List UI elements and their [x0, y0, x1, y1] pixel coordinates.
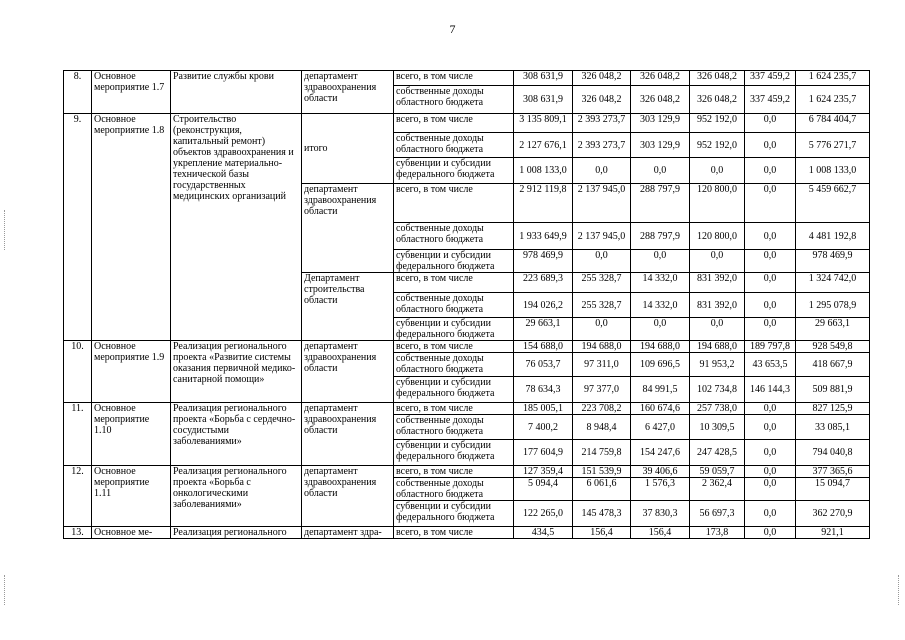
value-2022: 2 362,4 [690, 478, 745, 501]
value-2022: 326 048,2 [690, 71, 745, 86]
value-2020: 156,4 [573, 527, 631, 539]
executor: департамент здравоохранения области [302, 341, 394, 403]
value-2019: 76 053,7 [514, 353, 573, 377]
value-2019: 122 265,0 [514, 501, 573, 527]
value-2021: 326 048,2 [631, 71, 690, 86]
value-2019: 1 933 649,9 [514, 223, 573, 250]
measure-name: Основное мероприятие 1.11 [92, 466, 171, 527]
value-2023: 0,0 [745, 478, 796, 501]
measure-name: Основное ме- [92, 527, 171, 539]
value-2021: 303 129,9 [631, 114, 690, 133]
value-2019: 5 094,4 [514, 478, 573, 501]
value-total: 6 784 404,7 [796, 114, 870, 133]
value-total: 1 295 078,9 [796, 293, 870, 318]
executor: департамент здравоохранения области [302, 403, 394, 466]
value-2019: 434,5 [514, 527, 573, 539]
value-total: 5 776 271,7 [796, 133, 870, 158]
value-2020: 326 048,2 [573, 71, 631, 86]
value-2023: 0,0 [745, 223, 796, 250]
funding-source: всего, в том числе [394, 273, 514, 293]
value-total: 827 125,9 [796, 403, 870, 415]
value-2019: 78 634,3 [514, 377, 573, 403]
value-2019: 2 912 119,8 [514, 184, 573, 223]
value-2019: 177 604,9 [514, 440, 573, 466]
row-number: 12. [64, 466, 92, 527]
value-2020: 2 137 945,0 [573, 223, 631, 250]
value-2019: 127 359,4 [514, 466, 573, 478]
funding-source: субвенции и субсидии федерального бюджета [394, 250, 514, 273]
value-total: 33 085,1 [796, 415, 870, 440]
measure-description: Развитие службы крови [171, 71, 302, 114]
value-2021: 154 247,6 [631, 440, 690, 466]
value-2023: 0,0 [745, 501, 796, 527]
value-2020: 255 328,7 [573, 273, 631, 293]
value-2021: 326 048,2 [631, 86, 690, 114]
value-2023: 0,0 [745, 318, 796, 341]
row-number: 9. [64, 114, 92, 341]
value-2019: 223 689,3 [514, 273, 573, 293]
funding-source: собственные доходы областного бюджета [394, 293, 514, 318]
value-2020: 255 328,7 [573, 293, 631, 318]
value-total: 29 663,1 [796, 318, 870, 341]
executor: департамент здра- [302, 527, 394, 539]
value-total: 4 481 192,8 [796, 223, 870, 250]
funding-source: всего, в том числе [394, 71, 514, 86]
value-2021: 6 427,0 [631, 415, 690, 440]
value-2021: 156,4 [631, 527, 690, 539]
funding-source: собственные доходы областного бюджета [394, 223, 514, 250]
value-total: 1 624 235,7 [796, 71, 870, 86]
value-2019: 2 127 676,1 [514, 133, 573, 158]
funding-source: всего, в том числе [394, 466, 514, 478]
value-2021: 37 830,3 [631, 501, 690, 527]
value-2023: 43 653,5 [745, 353, 796, 377]
funding-source: всего, в том числе [394, 403, 514, 415]
value-2019: 3 135 809,1 [514, 114, 573, 133]
budget-table [63, 70, 870, 539]
funding-source: собственные доходы областного бюджета [394, 133, 514, 158]
value-2023: 0,0 [745, 114, 796, 133]
value-2021: 194 688,0 [631, 341, 690, 353]
funding-source: всего, в том числе [394, 527, 514, 539]
value-2023: 0,0 [745, 158, 796, 184]
value-2022: 120 800,0 [690, 184, 745, 223]
value-2021: 14 332,0 [631, 273, 690, 293]
value-total: 15 094,7 [796, 478, 870, 501]
executor: департамент здравоохранения области [302, 184, 394, 273]
value-2023: 146 144,3 [745, 377, 796, 403]
table-row [64, 466, 870, 478]
value-2022: 120 800,0 [690, 223, 745, 250]
value-2022: 194 688,0 [690, 341, 745, 353]
funding-source: всего, в том числе [394, 341, 514, 353]
executor: Департамент строительства области [302, 273, 394, 341]
measure-description: Реализация регионального проекта «Борьба с онкологическими заболеваниями» [171, 466, 302, 527]
funding-source: субвенции и субсидии федерального бюджета [394, 158, 514, 184]
value-2022: 831 392,0 [690, 273, 745, 293]
measure-description: Реализация регионального проекта «Борьба с сердечно-сосудистыми заболеваниями» [171, 403, 302, 466]
value-2023: 337 459,2 [745, 71, 796, 86]
value-2019: 185 005,1 [514, 403, 573, 415]
value-total: 362 270,9 [796, 501, 870, 527]
value-2023: 0,0 [745, 250, 796, 273]
value-2023: 0,0 [745, 273, 796, 293]
value-2020: 6 061,6 [573, 478, 631, 501]
value-2020: 326 048,2 [573, 86, 631, 114]
table-row [64, 114, 870, 133]
value-2022: 831 392,0 [690, 293, 745, 318]
table-row [64, 403, 870, 415]
value-total: 794 040,8 [796, 440, 870, 466]
value-2022: 91 953,2 [690, 353, 745, 377]
funding-source: субвенции и субсидии федерального бюджета [394, 377, 514, 403]
value-2022: 257 738,0 [690, 403, 745, 415]
value-2021: 0,0 [631, 158, 690, 184]
value-2020: 2 137 945,0 [573, 184, 631, 223]
measure-name: Основное мероприятие 1.8 [92, 114, 171, 341]
executor: департамент здравоохранения области [302, 466, 394, 527]
value-total: 1 008 133,0 [796, 158, 870, 184]
value-2019: 978 469,9 [514, 250, 573, 273]
value-2021: 288 797,9 [631, 184, 690, 223]
value-2022: 59 059,7 [690, 466, 745, 478]
row-number: 10. [64, 341, 92, 403]
value-2023: 189 797,8 [745, 341, 796, 353]
value-2022: 10 309,5 [690, 415, 745, 440]
value-2021: 109 696,5 [631, 353, 690, 377]
value-2022: 0,0 [690, 158, 745, 184]
value-2021: 303 129,9 [631, 133, 690, 158]
measure-name: Основное мероприятие 1.10 [92, 403, 171, 466]
value-2020: 145 478,3 [573, 501, 631, 527]
funding-source: субвенции и субсидии федерального бюджета [394, 501, 514, 527]
measure-description: Строительство (реконструкция, капитальный ремонт) объектов здравоохранения и укрепление материально-технической базы государственных медицинских организаций [171, 114, 302, 341]
value-2023: 0,0 [745, 293, 796, 318]
funding-source: собственные доходы областного бюджета [394, 415, 514, 440]
value-total: 5 459 662,7 [796, 184, 870, 223]
value-2021: 1 576,3 [631, 478, 690, 501]
value-2020: 97 377,0 [573, 377, 631, 403]
measure-description: Реализация регионального проекта «Развитие системы оказания первичной медико-санитарной помощи» [171, 341, 302, 403]
value-2022: 102 734,8 [690, 377, 745, 403]
value-2020: 8 948,4 [573, 415, 631, 440]
value-2023: 0,0 [745, 440, 796, 466]
value-2019: 308 631,9 [514, 86, 573, 114]
scan-edge-right-bottom [898, 575, 899, 605]
value-total: 978 469,9 [796, 250, 870, 273]
value-total: 418 667,9 [796, 353, 870, 377]
value-2021: 288 797,9 [631, 223, 690, 250]
executor: департамент здравоохранения области [302, 71, 394, 114]
row-number: 8. [64, 71, 92, 114]
value-2022: 247 428,5 [690, 440, 745, 466]
value-2023: 0,0 [745, 415, 796, 440]
value-2021: 0,0 [631, 250, 690, 273]
funding-source: всего, в том числе [394, 114, 514, 133]
value-2022: 952 192,0 [690, 133, 745, 158]
row-number: 13. [64, 527, 92, 539]
table-row [64, 71, 870, 86]
table-row [64, 341, 870, 353]
value-2020: 97 311,0 [573, 353, 631, 377]
measure-description: Реализация регионального [171, 527, 302, 539]
value-2020: 223 708,2 [573, 403, 631, 415]
value-total: 1 324 742,0 [796, 273, 870, 293]
value-total: 921,1 [796, 527, 870, 539]
value-total: 377 365,6 [796, 466, 870, 478]
value-2023: 337 459,2 [745, 86, 796, 114]
value-2019: 154 688,0 [514, 341, 573, 353]
value-total: 509 881,9 [796, 377, 870, 403]
value-2020: 214 759,8 [573, 440, 631, 466]
scan-edge-left-bottom [4, 575, 5, 605]
value-2022: 326 048,2 [690, 86, 745, 114]
row-number: 11. [64, 403, 92, 466]
value-2019: 7 400,2 [514, 415, 573, 440]
value-total: 1 624 235,7 [796, 86, 870, 114]
page-number: 7 [449, 22, 456, 36]
value-2020: 2 393 273,7 [573, 114, 631, 133]
value-2023: 0,0 [745, 403, 796, 415]
value-2022: 0,0 [690, 250, 745, 273]
funding-source: субвенции и субсидии федерального бюджета [394, 318, 514, 341]
value-2019: 29 663,1 [514, 318, 573, 341]
value-2022: 173,8 [690, 527, 745, 539]
value-2021: 14 332,0 [631, 293, 690, 318]
funding-source: всего, в том числе [394, 184, 514, 223]
value-2023: 0,0 [745, 133, 796, 158]
value-2022: 0,0 [690, 318, 745, 341]
value-2022: 56 697,3 [690, 501, 745, 527]
value-2020: 0,0 [573, 250, 631, 273]
funding-source: субвенции и субсидии федерального бюджета [394, 440, 514, 466]
value-2020: 151 539,9 [573, 466, 631, 478]
table-row [64, 527, 870, 539]
value-total: 928 549,8 [796, 341, 870, 353]
value-2021: 39 406,6 [631, 466, 690, 478]
value-2023: 0,0 [745, 527, 796, 539]
value-2021: 84 991,5 [631, 377, 690, 403]
value-2019: 308 631,9 [514, 71, 573, 86]
funding-source: собственные доходы областного бюджета [394, 478, 514, 501]
value-2020: 194 688,0 [573, 341, 631, 353]
funding-source: собственные доходы областного бюджета [394, 86, 514, 114]
value-2019: 1 008 133,0 [514, 158, 573, 184]
measure-name: Основное мероприятие 1.9 [92, 341, 171, 403]
scan-edge-left [4, 210, 5, 250]
value-2023: 0,0 [745, 466, 796, 478]
measure-name: Основное мероприятие 1.7 [92, 71, 171, 114]
executor: итого [302, 114, 394, 184]
value-2021: 160 674,6 [631, 403, 690, 415]
value-2019: 194 026,2 [514, 293, 573, 318]
value-2020: 0,0 [573, 158, 631, 184]
value-2022: 952 192,0 [690, 114, 745, 133]
value-2021: 0,0 [631, 318, 690, 341]
value-2023: 0,0 [745, 184, 796, 223]
funding-source: собственные доходы областного бюджета [394, 353, 514, 377]
value-2020: 0,0 [573, 318, 631, 341]
value-2020: 2 393 273,7 [573, 133, 631, 158]
